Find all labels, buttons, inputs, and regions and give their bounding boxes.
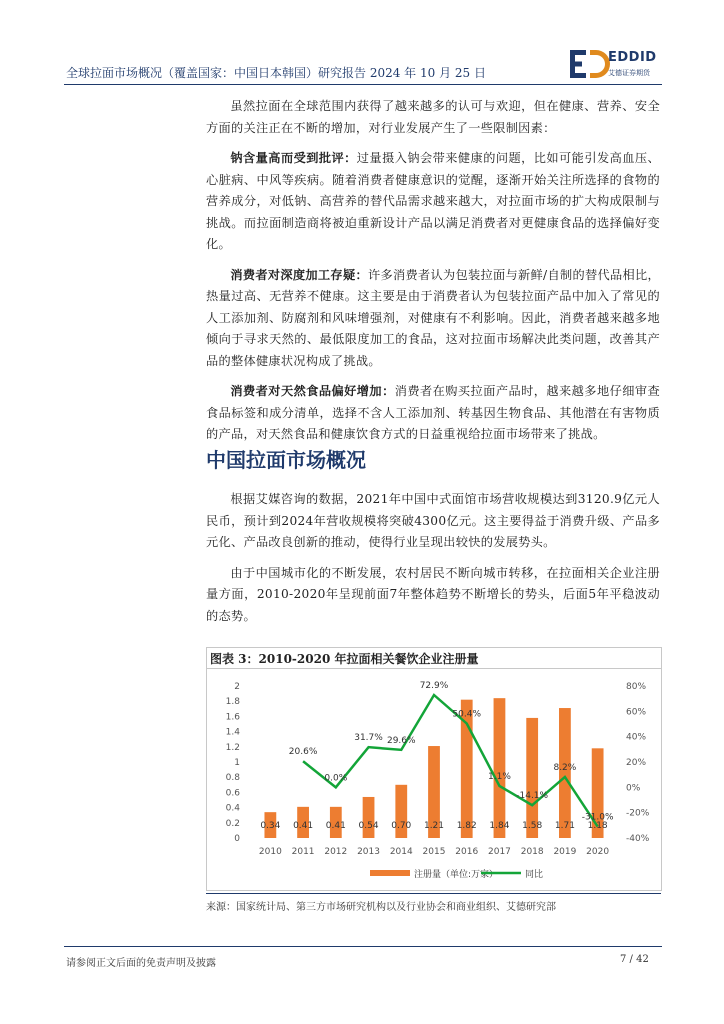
bar-value-label: 1.21 [423, 821, 445, 831]
x-tick-label: 2011 [291, 847, 315, 857]
registration-chart [206, 670, 660, 888]
y-left-tick-label: 2 [234, 682, 240, 692]
paragraph-processing-text: 许多消费者认为包装拉面与新鲜/自制的替代品相比，热量过高、无营养不健康。这主要是由于消费者认为包装拉面产品中加入了常见的人工添加剂、防腐剂和风味增强剂，对健康有不利影响。因此，消费者越来越多地倾向于寻求天然的、最低限度加工的食品，这对拉面市场解决此类问题，改善其产品的整体健康状况构成了挑战。 [206, 267, 660, 368]
y-left-tick-label: 0.2 [225, 818, 240, 829]
line-value-label: 0.0% [324, 773, 348, 784]
legend-line-label: 同比 [525, 870, 544, 880]
legend-bar-label: 注册量（单位:万家） [414, 870, 499, 880]
x-tick-label: 2017 [488, 847, 511, 857]
x-tick-label: 2010 [258, 847, 282, 857]
x-tick-label: 2014 [389, 847, 413, 857]
chart-caption-divider [206, 668, 661, 669]
line-value-label: 31.7% [354, 733, 383, 744]
y-right-tick-label: -40% [626, 834, 650, 844]
section-title: 中国拉面市场概况 [206, 448, 366, 472]
source-note: 来源：国家统计局、第三方市场研究机构以及行业协会和商业组织、艾德研究部 [206, 902, 556, 913]
bar [559, 708, 571, 838]
bar-value-label: 0.41 [325, 821, 346, 831]
x-tick-label: 2013 [357, 847, 380, 857]
y-left-tick-label: 0 [234, 834, 240, 844]
bar-value-label: 1.84 [489, 821, 510, 831]
y-right-tick-label: 0% [626, 783, 641, 794]
y-left-tick-label: 0.6 [225, 788, 240, 799]
x-tick-label: 2019 [553, 847, 577, 857]
header-title: 全球拉面市场概况（覆盖国家：中国日本韩国）研究报告 2024 年 10 月 25 日 [66, 66, 486, 80]
header-divider [64, 84, 662, 85]
line-value-label: -14.1% [516, 791, 549, 802]
bar [494, 698, 506, 838]
yoy-line [303, 695, 598, 827]
footer-divider [64, 946, 662, 947]
bar-value-label: 1.71 [554, 821, 575, 831]
legend-bar-swatch [370, 870, 410, 876]
y-left-tick-label: 0.8 [225, 773, 240, 784]
bar [526, 718, 538, 838]
y-left-tick-label: 1.8 [225, 697, 240, 708]
y-left-tick-label: 1.6 [225, 712, 240, 723]
y-left-tick-label: 1 [234, 758, 240, 768]
line-value-label: 50.4% [452, 709, 482, 720]
paragraph-natural-lead: 消费者对天然食品偏好增加： [230, 384, 395, 398]
logo-text: EDDID [608, 50, 657, 65]
bar [363, 797, 375, 838]
x-tick-label: 2015 [422, 847, 446, 857]
line-value-label: 8.2% [553, 762, 577, 773]
line-value-label: 1.1% [488, 771, 511, 782]
paragraph-processing [206, 265, 660, 373]
bar-value-label: 0.70 [391, 821, 412, 831]
paragraph-sodium-text: 过量摄入钠会带来健康的问题，比如可能引发高血压、心脏病、中风等疾病。随着消费者健康意识的觉醒，逐渐开始关注所选择的食物的营养成分，对低钠、高营养的替代品需求越来越大，对拉面市场的扩大构成限制与挑战。而拉面制造商将被迫重新设计产品以满足消费者对更健康食品的选择偏好变化。 [206, 151, 661, 251]
y-left-tick-label: 0.4 [225, 803, 240, 814]
line-value-label: -31.0% [581, 812, 614, 823]
paragraph-sodium-lead: 钠含量高而受到批评： [230, 151, 357, 165]
y-left-tick-label: 1.2 [225, 742, 240, 753]
y-right-tick-label: 20% [626, 758, 647, 768]
paragraph-intro: 虽然拉面在全球范围内获得了越来越多的认可与欢迎，但在健康、营养、安全方面的关注正在不断的增加，对行业发展产生了一些限制因素： [206, 99, 660, 135]
line-value-label: 20.6% [288, 747, 318, 758]
y-right-tick-label: 80% [626, 682, 647, 692]
paragraph-sodium [206, 148, 660, 256]
body-section-2 [206, 489, 660, 636]
y-left-tick-label: 1.4 [225, 727, 240, 738]
page-number: 7 / 42 [620, 954, 649, 965]
paragraph-registrations: 由于中国城市化的不断发展，农村居民不断向城市转移，在拉面相关企业注册量方面，2010-2020年呈现前面7年整体趋势不断增长的势头，后面5年平稳波动的态势。 [206, 565, 660, 623]
paragraph-natural-text: 消费者在购买拉面产品时，越来越多地仔细审查食品标签和成分清单，选择不含人工添加剂、转基因生物食品、其他潜在有害物质的产品，对天然食品和健康饮食方式的日益重视给拉面市场带来了挑战。 [206, 384, 660, 441]
x-tick-label: 2018 [520, 847, 544, 857]
paragraph-market-size: 根据艾媒咨询的数据，2021年中国中式面馆市场营收规模达到3120.9亿元人民币，预计到2024年营收规模将突破4300亿元。这主要得益于消费升级、产品多元化、产品改良创新的推动，使得行业呈现出较快的发展势头。 [206, 492, 660, 549]
bar-value-label: 1.58 [522, 821, 543, 831]
bar-value-label: 0.41 [293, 821, 314, 831]
body-section-1 [206, 96, 660, 455]
bar-value-label: 1.18 [587, 821, 608, 831]
paragraph-processing-lead: 消费者对深度加工存疑： [230, 267, 368, 282]
bar-value-label: 1.82 [456, 821, 477, 831]
line-value-label: 29.6% [386, 735, 416, 746]
y-right-tick-label: 40% [626, 732, 647, 743]
bar-value-label: 0.54 [358, 821, 379, 831]
source-divider [206, 893, 661, 894]
y-right-tick-label: 60% [626, 707, 647, 718]
y-right-tick-label: -20% [626, 808, 650, 819]
x-tick-label: 2016 [455, 847, 479, 857]
bar-value-label: 0.34 [260, 821, 281, 831]
x-tick-label: 2012 [324, 847, 348, 857]
line-value-label: 72.9% [419, 680, 449, 691]
logo-subtext: 艾德证券期货 [608, 69, 650, 77]
chart-caption: 图表 3：2010-2020 年拉面相关餐饮企业注册量 [210, 652, 479, 666]
paragraph-natural [206, 381, 660, 446]
x-tick-label: 2020 [586, 847, 610, 857]
footer-disclaimer: 请参阅正文后面的免责声明及披露 [66, 958, 216, 969]
